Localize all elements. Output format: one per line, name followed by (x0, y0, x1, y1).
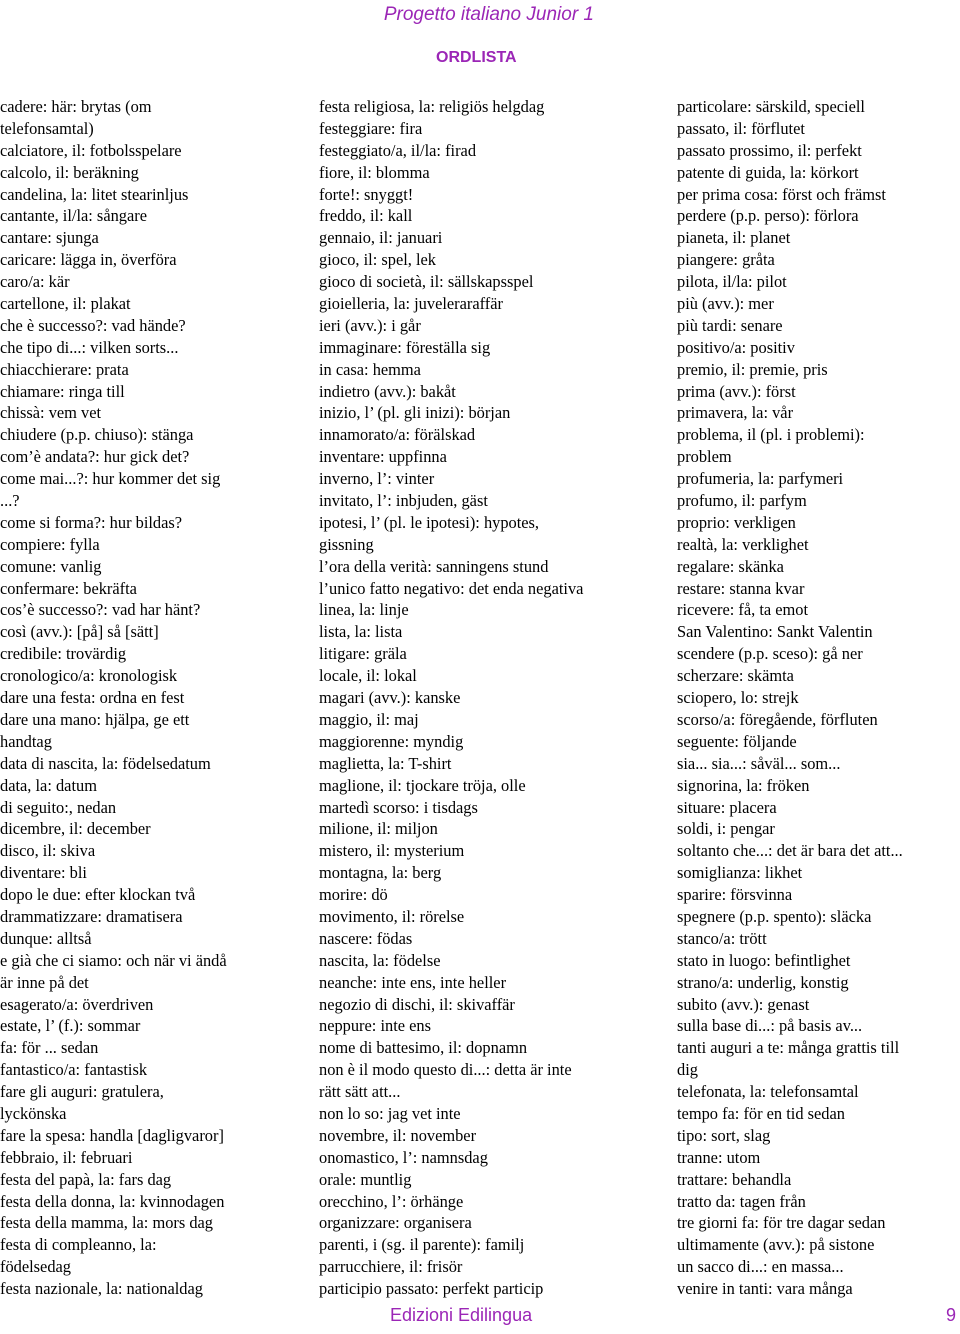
glossary-entry-line: l’ora della verità: sanningens stund (319, 556, 549, 576)
glossary-entry-line: gioco di società, il: sällskapsspel (319, 272, 534, 292)
glossary-entry-line: magari (avv.): kanske (319, 688, 461, 708)
glossary-entry-line: cronologico/a: kronologisk (0, 666, 178, 686)
glossary-entry-line: e già che ci siamo: och när vi ändå (0, 950, 227, 970)
glossary-entry-line: festeggiare: fira (319, 118, 423, 138)
glossary-entry-line: restare: stanna kvar (677, 578, 805, 598)
glossary-entry-line: ieri (avv.): i går (319, 315, 421, 335)
glossary-entry-line: chiudere (p.p. chiuso): stänga (0, 425, 194, 445)
glossary-entry-line: festa religiosa, la: religiös helgdag (319, 97, 545, 116)
glossary-entry-line: piangere: gråta (677, 250, 775, 270)
glossary-entry-line: disco, il: skiva (0, 841, 96, 861)
glossary-entry-line: non lo so: jag vet inte (319, 1103, 461, 1123)
glossary-entry-line: lyckönska (0, 1103, 67, 1123)
glossary-entry-line: novembre, il: november (319, 1125, 477, 1145)
glossary-entry-line: fare gli auguri: gratulera, (0, 1082, 164, 1102)
glossary-entry-line: invitato, l’: inbjuden, gäst (319, 491, 488, 511)
glossary-entry-line: gioielleria, la: juveleraraffär (319, 294, 503, 314)
glossary-entry-line: scendere (p.p. sceso): gå ner (677, 644, 863, 664)
glossary-entry-line: handtag (0, 731, 52, 751)
glossary-entry-line: milione, il: miljon (319, 819, 438, 839)
glossary-entry-line: maglietta, la: T-shirt (319, 753, 452, 773)
glossary-entry-line: ultimamente (avv.): på sistone (677, 1235, 875, 1255)
glossary-entry-line: comune: vanlig (0, 556, 102, 576)
glossary-entry-line: esagerato/a: överdriven (0, 994, 154, 1014)
page-number: 9 (946, 1305, 957, 1325)
glossary-entry-line: festa nazionale, la: nationaldag (0, 1279, 203, 1299)
glossary-entry-line: tempo fa: för en tid sedan (677, 1103, 845, 1123)
glossary-entry-line: signorina, la: fröken (677, 775, 810, 795)
glossary-entry-line: soldi, i: pengar (677, 819, 775, 839)
glossary-entry-line: onomastico, l’: namnsdag (319, 1147, 488, 1167)
glossary-entry-line: movimento, il: rörelse (319, 906, 465, 926)
glossary-entry-line: maggiorenne: myndig (319, 731, 464, 751)
glossary-entry-line: calciatore, il: fotbolsspelare (0, 140, 182, 160)
glossary-entry-line: neanche: inte ens, inte heller (319, 972, 507, 992)
glossary-entry-line: soltanto che...: det är bara det att... (677, 841, 903, 861)
glossary-entry-line: realtà, la: verklighet (677, 534, 809, 554)
glossary-entry-line: inizio, l’ (pl. gli inizi): början (319, 403, 511, 423)
glossary-entry-line: morire: dö (319, 885, 388, 905)
glossary-entry-line: subito (avv.): genast (677, 994, 810, 1014)
glossary-entry-line: festa di compleanno, la: (0, 1235, 157, 1255)
glossary-entry-line: che è successo?: vad hände? (0, 315, 186, 335)
glossary-entry-line: nome di battesimo, il: dopnamn (319, 1038, 528, 1058)
glossary-entry-line: non è il modo questo di...: detta är inte (319, 1060, 572, 1080)
glossary-entry-line: diventare: bli (0, 863, 87, 883)
glossary-entry-line: litigare: gräla (319, 644, 407, 664)
glossary-entry-line: fare la spesa: handla [dagligvaror] (0, 1125, 224, 1145)
glossary-entry-line: linea, la: linje (319, 600, 409, 620)
glossary-entry-line: tipo: sort, slag (677, 1125, 771, 1145)
glossary-entry-line: dig (677, 1060, 698, 1080)
glossary-entry-line: nascita, la: födelse (319, 950, 441, 970)
glossary-entry-line: chiamare: ringa till (0, 381, 125, 401)
glossary-entry-line: particolare: särskild, speciell (677, 97, 865, 116)
glossary-entry-line: strano/a: underlig, konstig (677, 972, 849, 992)
glossary-entry-line: dare una festa: ordna en fest (0, 688, 185, 708)
glossary-entry-line: compiere: fylla (0, 534, 100, 554)
glossary-entry-line: passato prossimo, il: perfekt (677, 140, 862, 160)
glossary-entry-line: stanco/a: trött (677, 928, 767, 948)
glossary-entry-line: perdere (p.p. perso): förlora (677, 206, 859, 226)
glossary-entry-line: gennaio, il: januari (319, 228, 443, 248)
glossary-entry-line: candelina, la: litet stearinljus (0, 184, 189, 204)
glossary-entry-line: positivo/a: positiv (677, 337, 795, 357)
glossary-entry-line: più (avv.): mer (677, 294, 774, 314)
glossary-entry-line: dare una mano: hjälpa, ge ett (0, 709, 190, 729)
glossary-entry-line: come mai...?: hur kommer det sig (0, 469, 221, 489)
glossary-entry-line: organizzare: organisera (319, 1213, 472, 1233)
glossary-entry-line: per prima cosa: först och främst (677, 184, 886, 204)
glossary-entry-line: innamorato/a: förälskad (319, 425, 476, 445)
glossary-entry-line: confermare: bekräfta (0, 578, 137, 598)
glossary-entry-line: sciopero, lo: strejk (677, 688, 799, 708)
glossary-entry-line: pilota, il/la: pilot (677, 272, 787, 292)
glossary-entry-line: cantare: sjunga (0, 228, 99, 248)
glossary-entry-line: mistero, il: mysterium (319, 841, 465, 861)
glossary-entry-line: patente di guida, la: körkort (677, 162, 859, 182)
glossary-entry-line: l’unico fatto negativo: det enda negativa (319, 578, 584, 598)
glossary-entry-line: lista, la: lista (319, 622, 403, 642)
glossary-entry-line: problema, il (pl. i problemi): (677, 425, 865, 445)
glossary-entry-line: parenti, i (sg. il parente): familj (319, 1235, 525, 1255)
glossary-entry-line: data, la: datum (0, 775, 97, 795)
glossary-entry-line: neppure: inte ens (319, 1016, 431, 1036)
glossary-entry-line: fantastico/a: fantastisk (0, 1060, 148, 1080)
glossary-entry-line: un sacco di...: en massa... (677, 1257, 844, 1277)
glossary-entry-line: estate, l’ (f.): sommar (0, 1016, 141, 1036)
glossary-entry-line: orecchino, l’: örhänge (319, 1191, 464, 1211)
glossary-entry-line: febbraio, il: februari (0, 1147, 133, 1167)
glossary-entry-line: fa: för ... sedan (0, 1038, 99, 1058)
glossary-entry-line: tratto da: tagen från (677, 1191, 806, 1211)
glossary-entry-line: profumo, il: parfym (677, 491, 807, 511)
glossary-entry-line: profumeria, la: parfymeri (677, 469, 844, 489)
glossary-entry-line: scherzare: skämta (677, 666, 794, 686)
glossary-entry-line: San Valentino: Sankt Valentin (677, 622, 873, 642)
glossary-entry-line: festeggiato/a, il/la: firad (319, 140, 477, 160)
glossary-entry-line: che tipo di...: vilken sorts... (0, 337, 179, 357)
glossary-entry-line: caricare: lägga in, överföra (0, 250, 177, 270)
glossary-entry-line: premio, il: premie, pris (677, 359, 828, 379)
glossary-entry-line: gissning (319, 534, 374, 554)
glossary-entry-line: festa della mamma, la: mors dag (0, 1213, 214, 1233)
glossary-entry-line: gioco, il: spel, lek (319, 250, 436, 270)
glossary-entry-line: chiacchierare: prata (0, 359, 129, 379)
glossary-entry-line: cos’è successo?: vad har hänt? (0, 600, 201, 620)
glossary-entry-line: locale, il: lokal (319, 666, 417, 686)
glossary-entry-line: come si forma?: hur bildas? (0, 512, 183, 532)
glossary-entry-line: problem (677, 447, 732, 467)
glossary-entry-line: somiglianza: likhet (677, 863, 803, 883)
glossary-entry-line: sulla base di...: på basis av... (677, 1016, 863, 1036)
glossary-entry-line: sparire: försvinna (677, 885, 793, 905)
glossary-entry-line: pianeta, il: planet (677, 228, 791, 248)
glossary-entry-line: parrucchiere, il: frisör (319, 1257, 463, 1277)
glossary-entry-line: drammatizzare: dramatisera (0, 906, 183, 926)
glossary-entry-line: inverno, l’: vinter (319, 469, 435, 489)
glossary-entry-line: tranne: utom (677, 1147, 761, 1167)
glossary-entry-line: data di nascita, la: födelsedatum (0, 753, 211, 773)
glossary-entry-line: maggio, il: maj (319, 709, 419, 729)
glossary-entry-line: indietro (avv.): bakåt (319, 381, 456, 401)
glossary-entry-line: di seguito:, nedan (0, 797, 117, 817)
glossary-entry-line: ipotesi, l’ (pl. le ipotesi): hypotes, (319, 512, 540, 532)
glossary-entry-line: participio passato: perfekt particip (319, 1279, 544, 1299)
glossary-entry-line: credibile: trovärdig (0, 644, 127, 664)
glossary-entry-line: forte!: snyggt! (319, 184, 414, 204)
glossary-entry-line: ricevere: få, ta emot (677, 600, 809, 620)
glossary-entry-line: födelsedag (0, 1257, 71, 1277)
glossary-entry-line: är inne på det (0, 972, 89, 992)
glossary-entry-line: scorso/a: föregående, förfluten (677, 709, 878, 729)
glossary-entry-line: primavera, la: vår (677, 403, 794, 423)
glossary-entry-line: martedì scorso: i tisdags (319, 797, 478, 817)
glossary-entry-line: com’è andata?: hur gick det? (0, 447, 190, 467)
glossary-entry-line: sia... sia...: såväl... som... (677, 753, 841, 773)
glossary-entry-line: cadere: här: brytas (om (0, 97, 152, 116)
glossary-entry-line: montagna, la: berg (319, 863, 442, 883)
glossary-entry-line: dunque: alltså (0, 928, 92, 948)
glossary-entry-line: trattare: behandla (677, 1169, 792, 1189)
glossary-entry-line: stato in luogo: befintlighet (677, 950, 851, 970)
glossary-entry-line: freddo, il: kall (319, 206, 413, 226)
glossary-entry-line: caro/a: kär (0, 272, 70, 292)
glossary-entry-line: prima (avv.): först (677, 381, 796, 401)
glossary-entry-line: festa della donna, la: kvinnodagen (0, 1191, 225, 1211)
glossary-entry-line: in casa: hemma (319, 359, 421, 379)
book-title: Progetto italiano Junior 1 (383, 4, 594, 25)
publisher-name: Edizioni Edilingua (390, 1305, 533, 1325)
glossary-entry-line: orale: muntlig (319, 1169, 412, 1189)
glossary-entry-line: situare: placera (677, 797, 777, 817)
glossary-entry-line: seguente: följande (677, 731, 797, 751)
glossary-entry-line: venire in tanti: vara många (677, 1279, 853, 1299)
glossary-entry-line: maglione, il: tjockare tröja, olle (319, 775, 526, 795)
glossary-entry-line: immaginare: föreställa sig (319, 337, 491, 357)
glossary-entry-line: nascere: födas (319, 928, 413, 948)
glossary-entry-line: calcolo, il: beräkning (0, 162, 139, 182)
glossary-entry-line: inventare: uppfinna (319, 447, 447, 467)
glossary-entry-line: rätt sätt att... (319, 1082, 401, 1102)
glossary-entry-line: negozio di dischi, il: skivaffär (319, 994, 515, 1014)
section-title: ORDLISTA (436, 49, 517, 66)
glossary-entry-line: cartellone, il: plakat (0, 294, 131, 314)
glossary-entry-line: più tardi: senare (677, 315, 783, 335)
glossary-entry-line: dopo le due: efter klockan två (0, 885, 196, 905)
glossary-entry-line: passato, il: förflutet (677, 118, 805, 138)
glossary-entry-line: proprio: verkligen (677, 512, 796, 532)
glossary-entry-line: così (avv.): [på] så [sätt] (0, 622, 159, 642)
glossary-entry-line: telefonsamtal) (0, 118, 94, 138)
glossary-entry-line: tanti auguri a te: många grattis till (677, 1038, 900, 1058)
glossary-entry-line: regalare: skänka (677, 556, 784, 576)
glossary-entry-line: chissà: vem vet (0, 403, 102, 423)
glossary-entry-line: dicembre, il: december (0, 819, 151, 839)
glossary-column-2 (319, 96, 649, 1300)
glossary-column-3 (677, 96, 960, 1300)
glossary-entry-line: fiore, il: blomma (319, 162, 430, 182)
glossary-entry-line: festa del papà, la: fars dag (0, 1169, 172, 1189)
glossary-column-1 (0, 96, 310, 1300)
glossary-entry-line: ...? (0, 491, 20, 511)
glossary-entry-line: telefonata, la: telefonsamtal (677, 1082, 859, 1102)
glossary-entry-line: tre giorni fa: för tre dagar sedan (677, 1213, 886, 1233)
glossary-entry-line: cantante, il/la: sångare (0, 206, 147, 226)
glossary-entry-line: spegnere (p.p. spento): släcka (677, 906, 872, 926)
